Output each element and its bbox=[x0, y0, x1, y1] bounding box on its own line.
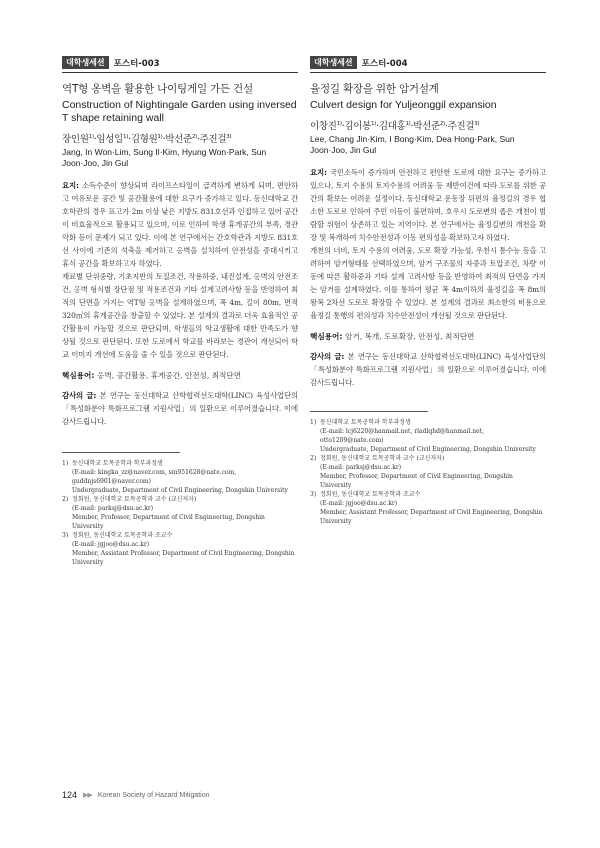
keywords bbox=[62, 370, 298, 381]
abstract-text-2: 개천의 너비, 토지 수용의 어려움, 도로 확장 가능성, 우천시 통수능 등을 고려하여 암거형태를 선택하였으며, 암거 구조물의 자중과 토압조건, 차량 이동에 따른 활하중과 기타 설계 고려사항 등을 반영하여 최적의 단면을 가지는 암거를 설계하였다. 이를 통하여 평균 폭 4m이하의 율정길을 폭 8m의 왕복 2차선 도로로 확장할 수 있었다. 본 설계의 결과로 최소한의 비용으로 율정길 통행의 편의성과 치수안전성이 개선될 것으로 판단된다. bbox=[310, 246, 546, 320]
footnote-line: 정회원, 동신대학교 토목공학과 교수 (교신저자) bbox=[320, 455, 445, 462]
ack-text: 본 연구는 동신대학교 산학협력선도대학(LINC) 육성사업단의 「특성화분야 특화프로그램 지원사업」의 일환으로 이루어졌습니다. 이에 감사드립니다. bbox=[310, 352, 546, 387]
footnote-line: Undergraduate, Department of Civil Engineering, Dongshin University bbox=[320, 446, 536, 453]
title-korean: 율정길 확장을 위한 암거설계 bbox=[310, 83, 439, 95]
page-number: 124 bbox=[62, 790, 78, 800]
abstract-label: 요지: bbox=[310, 168, 330, 177]
keywords-text: 옹벽, 공간활용, 휴게공간, 안전성, 최적단면 bbox=[97, 371, 242, 380]
ack-text: 본 연구는 동신대학교 산학협력선도대학(LINC) 육성사업단의 「특성화분야 특화프로그램 지원사업」의 일환으로 이루어졌습니다. 이에 감사드립니다. bbox=[62, 391, 298, 426]
footnote-line: 동신대학교 토목공학과 학부과정생 bbox=[320, 419, 411, 426]
footnote-rule bbox=[62, 452, 180, 453]
footnote-line: 정회원, 동신대학교 토목공학과 조교수 bbox=[320, 491, 421, 498]
session-tag bbox=[310, 56, 546, 69]
footnote-number: 2) bbox=[310, 455, 317, 462]
abstract-label: 요지: bbox=[62, 181, 83, 190]
title-english: Culvert design for Yuljeonggil expansion bbox=[310, 99, 497, 111]
footnote-line: (E-mail: kingka_zz@naver.com, sm951628@nate.com, guddnjs6901@naver.com) bbox=[72, 469, 237, 485]
ack-label: 감사의 글: bbox=[62, 391, 100, 400]
header-rule bbox=[310, 72, 546, 73]
abstract-text: 국민소득이 증가하며 안전하고 편안한 도로에 대한 요구는 증가하고 있으나, 토지 수용의 토지수용의 어려움 등 제반여건에 따라 도로를 위한 공간의 확보는 어려운 실정이다. 동신대학교 운동장 뒤편의 율정길의 경우 협소한 도로로 인하여 주민 이동이 불편하며, 호우시 도로변의 좁은 개천이 범람할 위험이 상존하고 있는 지역이다. 본 연구에서는 율정길변의 개천을 확장 및 복개하여 치수안전성과 이동 편의성을 확보하고자 하였다. bbox=[310, 168, 546, 242]
abstract-text-2: 재료별 단위중량, 기초지반의 토질조건, 작용하중, 내진설계, 옹벽의 안전조건, 옹벽 형식별 장단점 및 적용조건과 기타 설계고려사항 등을 반영하여 최적의 단면을 가지는 역T형 옹벽을 설계하였으며, 폭 4m, 길이 80m, 면적 320㎡의 휴게공간을 창출할 수 있었다. 본 설계의 결과로 더욱 효율적인 공간활용이 가능할 것으로 판단되며, 학생들의 학교생활에 대한 만족도가 향상될 것으로 판단된다. 또한 도로에서 학교를 바라보는 경관이 개선되어 학교 이미지 개선에 도움을 줄 수 있을 것으로 판단된다. bbox=[62, 272, 298, 359]
footnote-number: 2) bbox=[62, 496, 69, 503]
title-english: Construction of Nightingale Garden using inversed T shape retaining wall bbox=[62, 99, 297, 124]
footnote-line: Undergraduate, Department of Civil Engineering, Dongshin University bbox=[72, 487, 288, 494]
session-tag-box: 대학생세션 bbox=[310, 56, 357, 69]
footnote-line: Member, Professor, Department of Civil Engineering, Dongshin University bbox=[320, 473, 513, 489]
session-tag bbox=[62, 56, 298, 69]
footnote-number: 3) bbox=[62, 532, 69, 539]
footnote-line: 정회원, 동신대학교 토목공학과 조교수 bbox=[72, 532, 173, 539]
page-footer bbox=[62, 790, 209, 800]
keywords bbox=[310, 331, 546, 342]
poster-003-column bbox=[62, 56, 298, 567]
keywords-label: 핵심용어: bbox=[62, 371, 98, 380]
acknowledgement bbox=[62, 389, 298, 428]
keywords-text: 암거, 복개, 도로확장, 안전성, 최적단면 bbox=[345, 332, 475, 341]
footnotes bbox=[62, 459, 298, 567]
abstract bbox=[310, 166, 546, 322]
authors-korean: 장인원$^{1)}$·임성일$^{1)}$·김형원$^{1)}$·박선준$^{2)}$·주진걸$^{3)}$ bbox=[62, 133, 232, 145]
footnote-line: (E-mail: parksj@dsu.ac.kr) bbox=[72, 505, 154, 512]
footnote-line: 정회원, 동신대학교 토목공학과 교수 (교신저자) bbox=[72, 496, 197, 503]
footnotes bbox=[310, 418, 546, 526]
footnote-line: Member, Assistant Professor, Department of Civil Engineering, Dongshin University bbox=[320, 509, 543, 525]
footnote-line: Member, Assistant Professor, Department of Civil Engineering, Dongshin University bbox=[72, 550, 295, 566]
footnote-line: (E-mail: parksj@dsu.ac.kr) bbox=[320, 464, 402, 471]
acknowledgement bbox=[310, 350, 546, 389]
title-korean: 역T형 옹벽을 활용한 나이팅게일 가든 건설 bbox=[62, 83, 253, 95]
poster-number: 포스터-004 bbox=[361, 58, 408, 69]
poster-004-column bbox=[310, 56, 546, 526]
arrow-icon: ▶▶ bbox=[83, 791, 92, 799]
authors-english: Jang, In Won·Lim, Sung Il·Kim, Hyung Won·Park, Sun Joon·Joo, Jin Gul bbox=[62, 147, 267, 168]
ack-label: 감사의 글: bbox=[310, 352, 348, 361]
footnote-line: (E-mail: jgjoo@dsu.ac.kr) bbox=[320, 500, 398, 507]
footnote-line: 동신대학교 토목공학과 학부과정생 bbox=[72, 460, 163, 467]
footnote-line: Member, Professor, Department of Civil Engineering, Dongshin University bbox=[72, 514, 265, 530]
footnote-line: (E-mail: lcj6220@hanmail.net, rladlqhd@hanmail.net, otto1209@nate.com) bbox=[320, 428, 484, 444]
poster-number: 포스터-003 bbox=[113, 58, 160, 69]
footnote-number: 3) bbox=[310, 491, 317, 498]
society-name: Korean Society of Hazard Mitigation bbox=[97, 791, 210, 799]
footnote-number: 1) bbox=[310, 419, 317, 426]
header-rule bbox=[62, 72, 298, 73]
keywords-label: 핵심용어: bbox=[310, 332, 346, 341]
footnote-line: (E-mail: jgjoo@dsu.ac.kr) bbox=[72, 541, 150, 548]
abstract bbox=[62, 179, 298, 361]
authors-english: Lee, Chang Jin·Kim, I Bong·Kim, Dea Hong·Park, Sun Joon·Joo, Jin Gul bbox=[310, 134, 515, 155]
authors-korean: 이창진$^{1)}$·김이봉$^{1)}$·김대홍$^{1)}$·박선준$^{2)}$·주진걸$^{3)}$ bbox=[310, 120, 480, 132]
abstract-text: 소득수준이 향상되며 라이프스타일이 급격하게 변하게 되며, 편안하고 여유로운 공간 및 공간활용에 대한 요구가 증가하고 있다. 동신대학교 간호학관의 경우 표고가 2m 이상 낮은 지방도 831호선과 인접하고 있어 공간이 비효율적으로 활용되고 있으며, 이로 인하여 학생 휴게공간의 부족, 경관 악화 등이 문제가 되고 있다. 이에 본 연구에서는 간호학관과 지방도 831호선 사이에 기존의 석축을 제거하고 옹벽을 설치하여 안전성을 증대시키고 휴식 공간을 확보하고자 하였다. bbox=[62, 181, 298, 268]
footnote-rule bbox=[310, 411, 428, 412]
session-tag-box: 대학생세션 bbox=[62, 56, 109, 69]
footnote-number: 1) bbox=[62, 460, 69, 467]
